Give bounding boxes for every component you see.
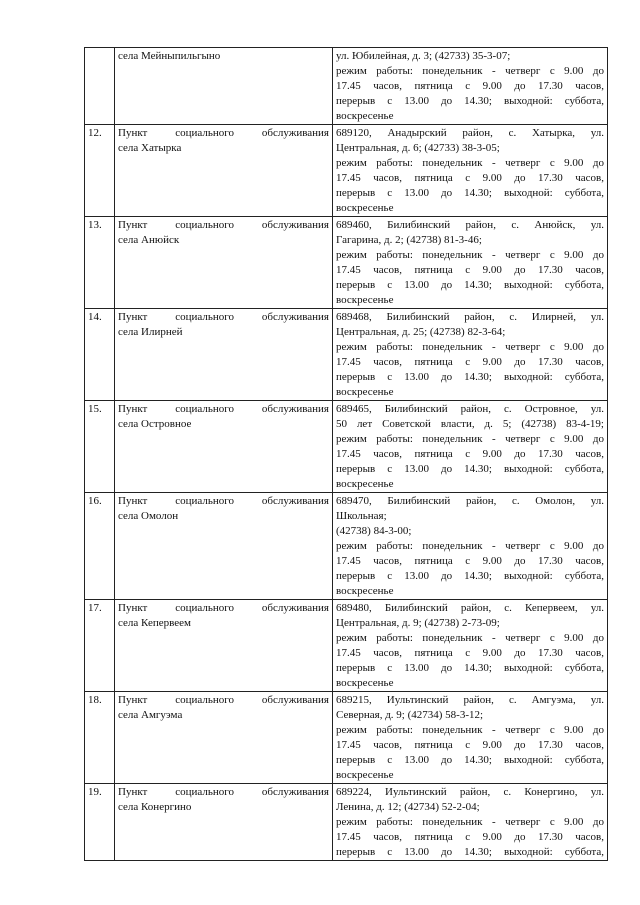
name-line: села Анюйск <box>118 234 180 246</box>
address-line: 689470, Билибинский район, с. Омолон, ул. <box>336 495 604 507</box>
address-line: 689460, Билибинский район, с. Анюйск, ул. <box>336 219 604 231</box>
service-point-name <box>115 125 333 217</box>
address-and-hours <box>333 309 608 401</box>
name-line: Пункт социального обслуживания <box>118 602 329 614</box>
address-line: Северная, д. 9; (42734) 58-3-12; <box>336 709 484 721</box>
address-and-hours <box>333 217 608 309</box>
service-point-name <box>115 784 333 861</box>
address-line: воскресенье <box>336 769 394 781</box>
address-and-hours <box>333 401 608 493</box>
service-point-name <box>115 600 333 692</box>
address-line: воскресенье <box>336 585 394 597</box>
address-line: режим работы: понедельник - четверг с 9.00 до <box>336 433 604 445</box>
address-line: 17.45 часов, пятница с 9.00 до 17.30 часов, <box>336 448 604 460</box>
address-and-hours <box>333 600 608 692</box>
address-line: 689215, Иультинский район, с. Амгуэма, ул. <box>336 694 604 706</box>
address-line: воскресенье <box>336 478 394 490</box>
table-row <box>85 309 608 401</box>
row-number: 19. <box>85 784 115 861</box>
table-row <box>85 217 608 309</box>
address-line: режим работы: понедельник - четверг с 9.00 до <box>336 540 604 552</box>
address-line: 17.45 часов, пятница с 9.00 до 17.30 часов, <box>336 264 604 276</box>
address-line: 17.45 часов, пятница с 9.00 до 17.30 часов, <box>336 555 604 567</box>
address-line: 17.45 часов, пятница с 9.00 до 17.30 часов, <box>336 831 604 843</box>
row-number <box>85 48 115 125</box>
address-line: воскресенье <box>336 677 394 689</box>
address-line: 17.45 часов, пятница с 9.00 до 17.30 часов, <box>336 356 604 368</box>
name-line: села Илирней <box>118 326 183 338</box>
address-line: 689468, Билибинский район, с. Илирней, ул. <box>336 311 604 323</box>
address-line: режим работы: понедельник - четверг с 9.00 до <box>336 816 604 828</box>
address-line: перерыв с 13.00 до 14.30; выходной: суббота, <box>336 846 604 858</box>
address-line: Центральная, д. 25; (42738) 82-3-64; <box>336 326 506 338</box>
address-line: перерыв с 13.00 до 14.30; выходной: суббота, <box>336 662 604 674</box>
address-line: Гагарина, д. 2; (42738) 81-3-46; <box>336 234 482 246</box>
service-points-table <box>84 47 608 861</box>
row-number: 18. <box>85 692 115 784</box>
address-line: воскресенье <box>336 202 394 214</box>
address-line: ул. Юбилейная, д. 3; (42733) 35-3-07; <box>336 50 511 62</box>
address-line: Школьная; <box>336 510 387 522</box>
address-line: воскресенье <box>336 294 394 306</box>
table-row <box>85 784 608 861</box>
address-and-hours <box>333 125 608 217</box>
address-line: Ленина, д. 12; (42734) 52-2-04; <box>336 801 480 813</box>
address-line: 17.45 часов, пятница с 9.00 до 17.30 часов, <box>336 739 604 751</box>
name-line: села Мейныпильгыно <box>118 50 221 62</box>
name-line: села Хатырка <box>118 142 182 154</box>
table-row <box>85 125 608 217</box>
address-and-hours <box>333 493 608 600</box>
name-line: села Кепервеем <box>118 617 191 629</box>
address-and-hours <box>333 692 608 784</box>
address-line: режим работы: понедельник - четверг с 9.00 до <box>336 249 604 261</box>
name-line: села Островное <box>118 418 192 430</box>
address-line: перерыв с 13.00 до 14.30; выходной: суббота, <box>336 371 604 383</box>
address-line: воскресенье <box>336 386 394 398</box>
row-number: 17. <box>85 600 115 692</box>
address-and-hours <box>333 48 608 125</box>
address-line: 17.45 часов, пятница с 9.00 до 17.30 часов, <box>336 80 604 92</box>
row-number: 14. <box>85 309 115 401</box>
address-line: 50 лет Советской власти, д. 5; (42738) 83-4-19; <box>336 418 604 430</box>
name-line: Пункт социального обслуживания <box>118 694 329 706</box>
service-point-name <box>115 217 333 309</box>
address-line: 689480, Билибинский район, с. Кепервеем, ул. <box>336 602 604 614</box>
table-row <box>85 600 608 692</box>
address-line: перерыв с 13.00 до 14.30; выходной: суббота, <box>336 463 604 475</box>
address-line: Центральная, д. 6; (42733) 38-3-05; <box>336 142 500 154</box>
name-line: Пункт социального обслуживания <box>118 403 329 415</box>
row-number: 15. <box>85 401 115 493</box>
address-line: перерыв с 13.00 до 14.30; выходной: суббота, <box>336 754 604 766</box>
address-line: Центральная, д. 9; (42738) 2-73-09; <box>336 617 500 629</box>
address-line: 689224, Иультинский район, с. Конергино, ул. <box>336 786 604 798</box>
name-line: Пункт социального обслуживания <box>118 127 329 139</box>
service-point-name <box>115 48 333 125</box>
address-line: режим работы: понедельник - четверг с 9.00 до <box>336 724 604 736</box>
row-number: 12. <box>85 125 115 217</box>
name-line: Пункт социального обслуживания <box>118 786 329 798</box>
address-line: режим работы: понедельник - четверг с 9.00 до <box>336 632 604 644</box>
service-point-name <box>115 692 333 784</box>
service-point-name <box>115 309 333 401</box>
address-line: перерыв с 13.00 до 14.30; выходной: суббота, <box>336 187 604 199</box>
service-point-name <box>115 493 333 600</box>
name-line: Пункт социального обслуживания <box>118 219 329 231</box>
table-row <box>85 401 608 493</box>
address-line: перерыв с 13.00 до 14.30; выходной: суббота, <box>336 570 604 582</box>
address-line: воскресенье <box>336 110 394 122</box>
address-line: режим работы: понедельник - четверг с 9.00 до <box>336 65 604 77</box>
row-number: 13. <box>85 217 115 309</box>
name-line: Пункт социального обслуживания <box>118 495 329 507</box>
name-line: села Амгуэма <box>118 709 183 721</box>
address-line: 17.45 часов, пятница с 9.00 до 17.30 часов, <box>336 647 604 659</box>
row-number: 16. <box>85 493 115 600</box>
address-line: 17.45 часов, пятница с 9.00 до 17.30 часов, <box>336 172 604 184</box>
table-row <box>85 493 608 600</box>
table-body <box>85 48 608 861</box>
table-row <box>85 692 608 784</box>
address-line: перерыв с 13.00 до 14.30; выходной: суббота, <box>336 95 604 107</box>
name-line: села Конергино <box>118 801 192 813</box>
service-point-name <box>115 401 333 493</box>
address-and-hours <box>333 784 608 861</box>
address-line: режим работы: понедельник - четверг с 9.00 до <box>336 157 604 169</box>
name-line: села Омолон <box>118 510 179 522</box>
name-line: Пункт социального обслуживания <box>118 311 329 323</box>
address-line: режим работы: понедельник - четверг с 9.00 до <box>336 341 604 353</box>
address-line: 689120, Анадырский район, с. Хатырка, ул. <box>336 127 604 139</box>
address-line: 689465, Билибинский район, с. Островное, ул. <box>336 403 604 415</box>
address-line: (42738) 84-3-00; <box>336 525 412 537</box>
table-row <box>85 48 608 125</box>
address-line: перерыв с 13.00 до 14.30; выходной: суббота, <box>336 279 604 291</box>
